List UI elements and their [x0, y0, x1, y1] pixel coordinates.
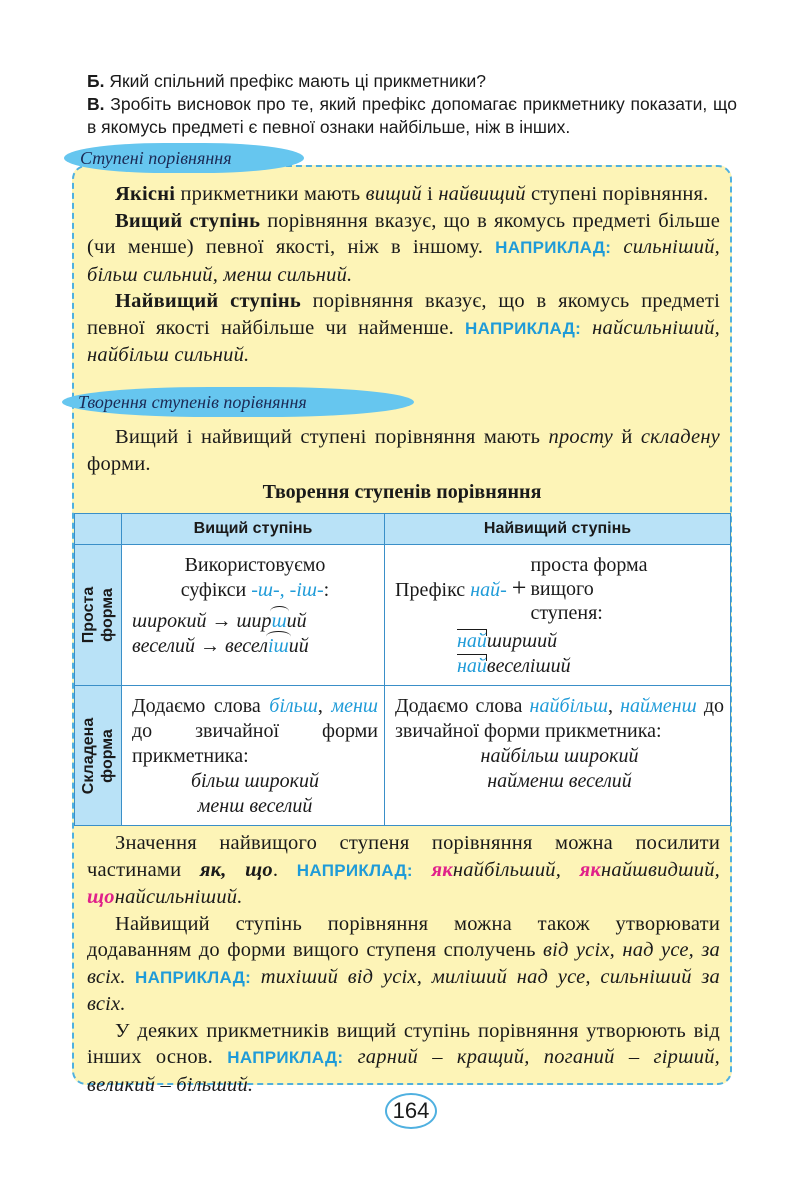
example-label: НАПРИКЛАД:: [125, 967, 252, 987]
section-tag-degrees: Ступені порівняння: [64, 143, 304, 173]
section2-intro: [87, 424, 720, 477]
cell-simple-higher: Використовуємо суфікси -ш-, -іш-: широкий → ширший веселий → веселіший: [122, 545, 385, 686]
rule-paragraph: Вищий і найвищий ступені порівняння мають просту й складену форми.: [87, 426, 720, 475]
question-b: Б. Який спільний префікс мають ці прикметники?: [87, 71, 486, 91]
rule-paragraph: Якісні прикметники мають вищий і найвищий ступені порівняння.: [115, 183, 709, 205]
example-label: НАПРИКЛАД:: [465, 318, 582, 338]
row-header-compound: Складена форма: [75, 686, 122, 826]
rule-paragraph: Вищий ступінь порівняння вказує, що в якомусь предметі більше (чи менше) певної якості, ніж в іншому. НАПРИКЛАД: сильніший, більш сильний, менш сильний.: [87, 209, 721, 286]
table-row: [75, 686, 731, 826]
table-title: Творення ступенів порівняння: [262, 481, 542, 503]
comparison-table: [74, 513, 731, 826]
example-label: НАПРИКЛАД:: [296, 860, 413, 880]
col-header-highest: Найвищий ступінь: [385, 514, 731, 545]
section1-text: [87, 181, 720, 369]
page-number: 164: [385, 1093, 437, 1129]
question-v: В. Зробіть висновок про те, який префікс допомагає прикметнику показати, що в якомусь предметі є певної ознаки найбільше, ніж в інших.: [87, 94, 737, 137]
rule-paragraph: У деяких прикметників вищий ступінь порівняння утворюють від інших основ. НАПРИКЛАД: гарний – кращий, поганий – гірший, великий – більший.: [87, 1019, 720, 1096]
table-row: [75, 545, 731, 686]
cell-compound-higher: Додаємо слова більш, менш до звичайної форми прикметника: більш широкий менш веселий: [122, 686, 385, 826]
rule-paragraph: Найвищий ступінь порівняння можна також утворювати додаванням до форми вищого ступеня сполучень від усіх, над усе, за всіх. НАПРИКЛАД: тихіший від усіх, миліший над усе, сильніший за всіх.: [87, 912, 720, 1015]
cell-compound-highest: Додаємо слова найбільш, найменш до звичайної форми прикметника: найбільш широкий найменш веселий: [385, 686, 731, 826]
section-tag-formation: Творення ступенів порівняння: [62, 387, 414, 417]
col-header-higher: Вищий ступінь: [122, 514, 385, 545]
example-label: НАПРИКЛАД:: [495, 238, 612, 257]
example-label: НАПРИКЛАД:: [227, 1048, 344, 1067]
cell-simple-highest: Префікс най- + проста форма вищого ступеня: найширший найвеселіший: [385, 545, 731, 686]
section2-text: [87, 830, 720, 1098]
row-header-simple: Проста форма: [75, 545, 122, 686]
task-questions: [87, 70, 737, 139]
table-corner: [75, 514, 122, 545]
rule-paragraph: Значення найвищого ступеня порівняння можна посилити частинами як, що. НАПРИКЛАД: якнайбільший, якнайшвидший, щонайсильніший.: [87, 832, 720, 908]
table-header-row: [75, 514, 731, 545]
rule-paragraph: Найвищий ступінь порівняння вказує, що в якомусь предметі певної якості найбільше чи найменше. НАПРИКЛАД: найсильніший, найбільш сильний.: [87, 290, 720, 366]
